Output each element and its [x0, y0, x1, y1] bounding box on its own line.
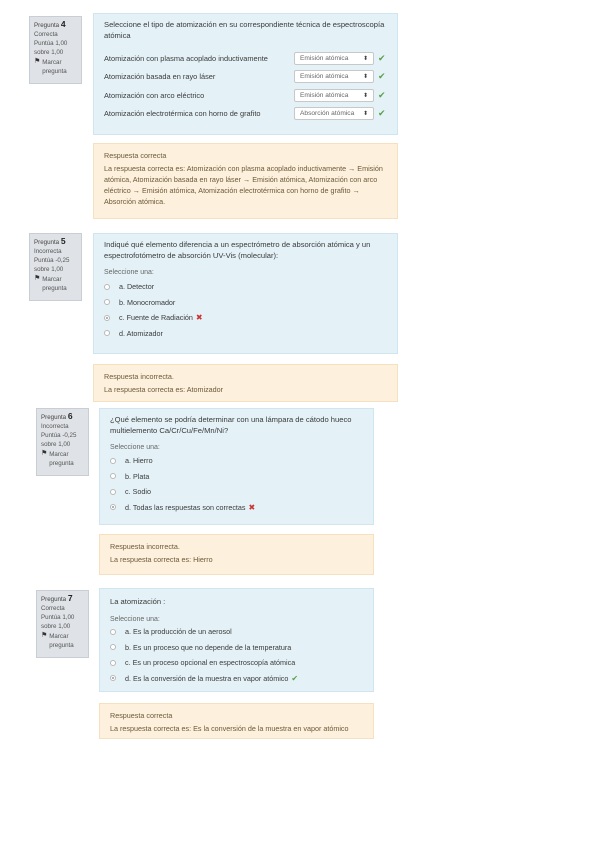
answer-option[interactable]: d. Es la conversión de la muestra en vapor atómico ✔ — [110, 671, 363, 687]
radio-button[interactable] — [104, 330, 110, 336]
question-score: Puntúa -0,25 sobre 1,00 — [41, 432, 77, 448]
radio-button[interactable] — [110, 458, 116, 464]
correct-answer-text: La respuesta correcta es: Atomizador — [104, 385, 224, 394]
answer-select[interactable]: Emisión atómica ⬍ — [294, 70, 374, 83]
select-prompt: Seleccione una: — [110, 444, 160, 451]
match-row: Atomización con plasma acoplado inductivamente Emisión atómica ⬍ ✔ — [104, 52, 386, 63]
flag-question-link[interactable]: ⚑ Marcar pregunta — [34, 58, 67, 75]
question-status: Incorrecta — [41, 423, 69, 430]
question-number: Pregunta 6 — [41, 411, 73, 421]
question-status: Correcta — [41, 605, 65, 612]
select-prompt: Seleccione una: — [104, 269, 154, 276]
feedback-5 — [93, 364, 398, 402]
feedback-7 — [99, 703, 374, 739]
correct-answer-text: La respuesta correcta es: Hierro — [110, 555, 213, 564]
answer-option[interactable]: b. Plata — [110, 469, 363, 485]
question-number: Pregunta 4 — [34, 19, 66, 29]
answer-option[interactable]: d. Todas las respuestas son correctas ✖ — [110, 500, 363, 516]
match-row: Atomización basada en rayo láser Emisión atómica ⬍ ✔ — [104, 71, 386, 82]
answer-select[interactable]: Emisión atómica ⬍ — [294, 52, 374, 65]
question-content-4 — [93, 13, 398, 135]
question-content-6 — [99, 408, 374, 525]
dropdown-arrow-icon: ⬍ — [362, 74, 368, 81]
radio-button[interactable] — [110, 629, 116, 635]
answer-select[interactable]: Absorción atómica ⬍ — [294, 107, 374, 120]
flag-icon: ⚑ — [34, 275, 41, 282]
question-text: ¿Qué elemento se podría determinar con una lámpara de cátodo hueco multielemento Ca/Cr/Cu/Fe/Mn/Ni? — [110, 415, 352, 435]
correct-answer-text: La respuesta correcta es: Es la conversión de la muestra en vapor atómico — [110, 724, 349, 733]
question-score: Puntúa -0,25 sobre 1,00 — [34, 257, 70, 273]
radio-button[interactable] — [104, 284, 110, 290]
feedback-4 — [93, 143, 398, 219]
flag-icon: ⚑ — [34, 58, 41, 65]
radio-button-selected[interactable] — [110, 675, 116, 681]
answer-option[interactable]: a. Hierro — [110, 453, 363, 469]
flag-question-link[interactable]: ⚑ Marcar pregunta — [34, 275, 67, 292]
flag-question-link[interactable]: ⚑ Marcar pregunta — [41, 450, 74, 467]
cross-icon: ✖ — [195, 313, 203, 323]
question-score: Puntúa 1,00 sobre 1,00 — [34, 40, 68, 56]
match-row: Atomización con arco eléctrico Emisión atómica ⬍ ✔ — [104, 89, 386, 100]
flag-icon: ⚑ — [41, 450, 48, 457]
radio-button[interactable] — [110, 660, 116, 666]
match-row: Atomización electrotérmica con horno de grafito Absorción atómica ⬍ ✔ — [104, 108, 386, 119]
correct-answer-text: La respuesta correcta es: Atomización con plasma acoplado inductivamente → Emisión atómica, Atomización basada en rayo láser → Emisión atómica, Atomización con arco eléctrico → Emisión atómica, Atomización electrotérmica con horno de grafito → Absorción atómica. — [104, 164, 383, 206]
feedback-title: Respuesta correcta — [104, 151, 167, 160]
question-info-7 — [36, 590, 89, 658]
question-info-5 — [29, 233, 82, 301]
question-number: Pregunta 5 — [34, 236, 66, 246]
question-status: Correcta — [34, 31, 58, 38]
radio-button-selected[interactable] — [110, 504, 116, 510]
flag-icon: ⚑ — [41, 632, 48, 639]
radio-button[interactable] — [110, 489, 116, 495]
check-icon: ✔ — [291, 673, 299, 683]
answer-option[interactable]: b. Monocromador — [104, 295, 387, 311]
dropdown-arrow-icon: ⬍ — [362, 55, 368, 62]
check-icon: ✔ — [378, 52, 386, 63]
question-content-7 — [99, 588, 374, 692]
question-info-6 — [36, 408, 89, 476]
question-score: Puntúa 1,00 sobre 1,00 — [41, 614, 75, 630]
feedback-title: Respuesta correcta — [110, 711, 173, 720]
check-icon: ✔ — [378, 108, 386, 119]
radio-button[interactable] — [104, 299, 110, 305]
answer-option[interactable]: a. Detector — [104, 279, 387, 295]
answer-select[interactable]: Emisión atómica ⬍ — [294, 89, 374, 102]
feedback-title: Respuesta incorrecta. — [110, 542, 180, 551]
question-number: Pregunta 7 — [41, 593, 73, 603]
check-icon: ✔ — [378, 89, 386, 100]
dropdown-arrow-icon: ⬍ — [362, 92, 368, 99]
question-text: La atomización : — [110, 597, 166, 606]
question-text: Indiqué qué elemento diferencia a un espectrómetro de absorción atómica y un espectrofotómetro de absorción UV-Vis (molecular): — [104, 240, 371, 260]
question-info-4 — [29, 16, 82, 84]
radio-button-selected[interactable] — [104, 315, 110, 321]
dropdown-arrow-icon: ⬍ — [362, 111, 368, 118]
radio-button[interactable] — [110, 644, 116, 650]
answer-option[interactable]: c. Es un proceso opcional en espectroscopía atómica — [110, 655, 363, 671]
question-content-5 — [93, 233, 398, 354]
answer-option[interactable]: c. Sodio — [110, 484, 363, 500]
check-icon: ✔ — [378, 71, 386, 82]
flag-question-link[interactable]: ⚑ Marcar pregunta — [41, 632, 74, 649]
feedback-title: Respuesta incorrecta. — [104, 372, 174, 381]
question-status: Incorrecta — [34, 248, 62, 255]
answer-option[interactable]: b. Es un proceso que no depende de la temperatura — [110, 640, 363, 656]
answer-option[interactable]: c. Fuente de Radiación ✖ — [104, 310, 387, 326]
question-text: Seleccione el tipo de atomización en su correspondiente técnica de espectroscopía atómica — [104, 20, 385, 40]
answer-option[interactable]: d. Atomizador — [104, 326, 387, 342]
select-prompt: Seleccione una: — [110, 616, 160, 623]
feedback-6 — [99, 534, 374, 575]
cross-icon: ✖ — [248, 502, 256, 512]
radio-button[interactable] — [110, 473, 116, 479]
answer-option[interactable]: a. Es la producción de un aerosol — [110, 624, 363, 640]
